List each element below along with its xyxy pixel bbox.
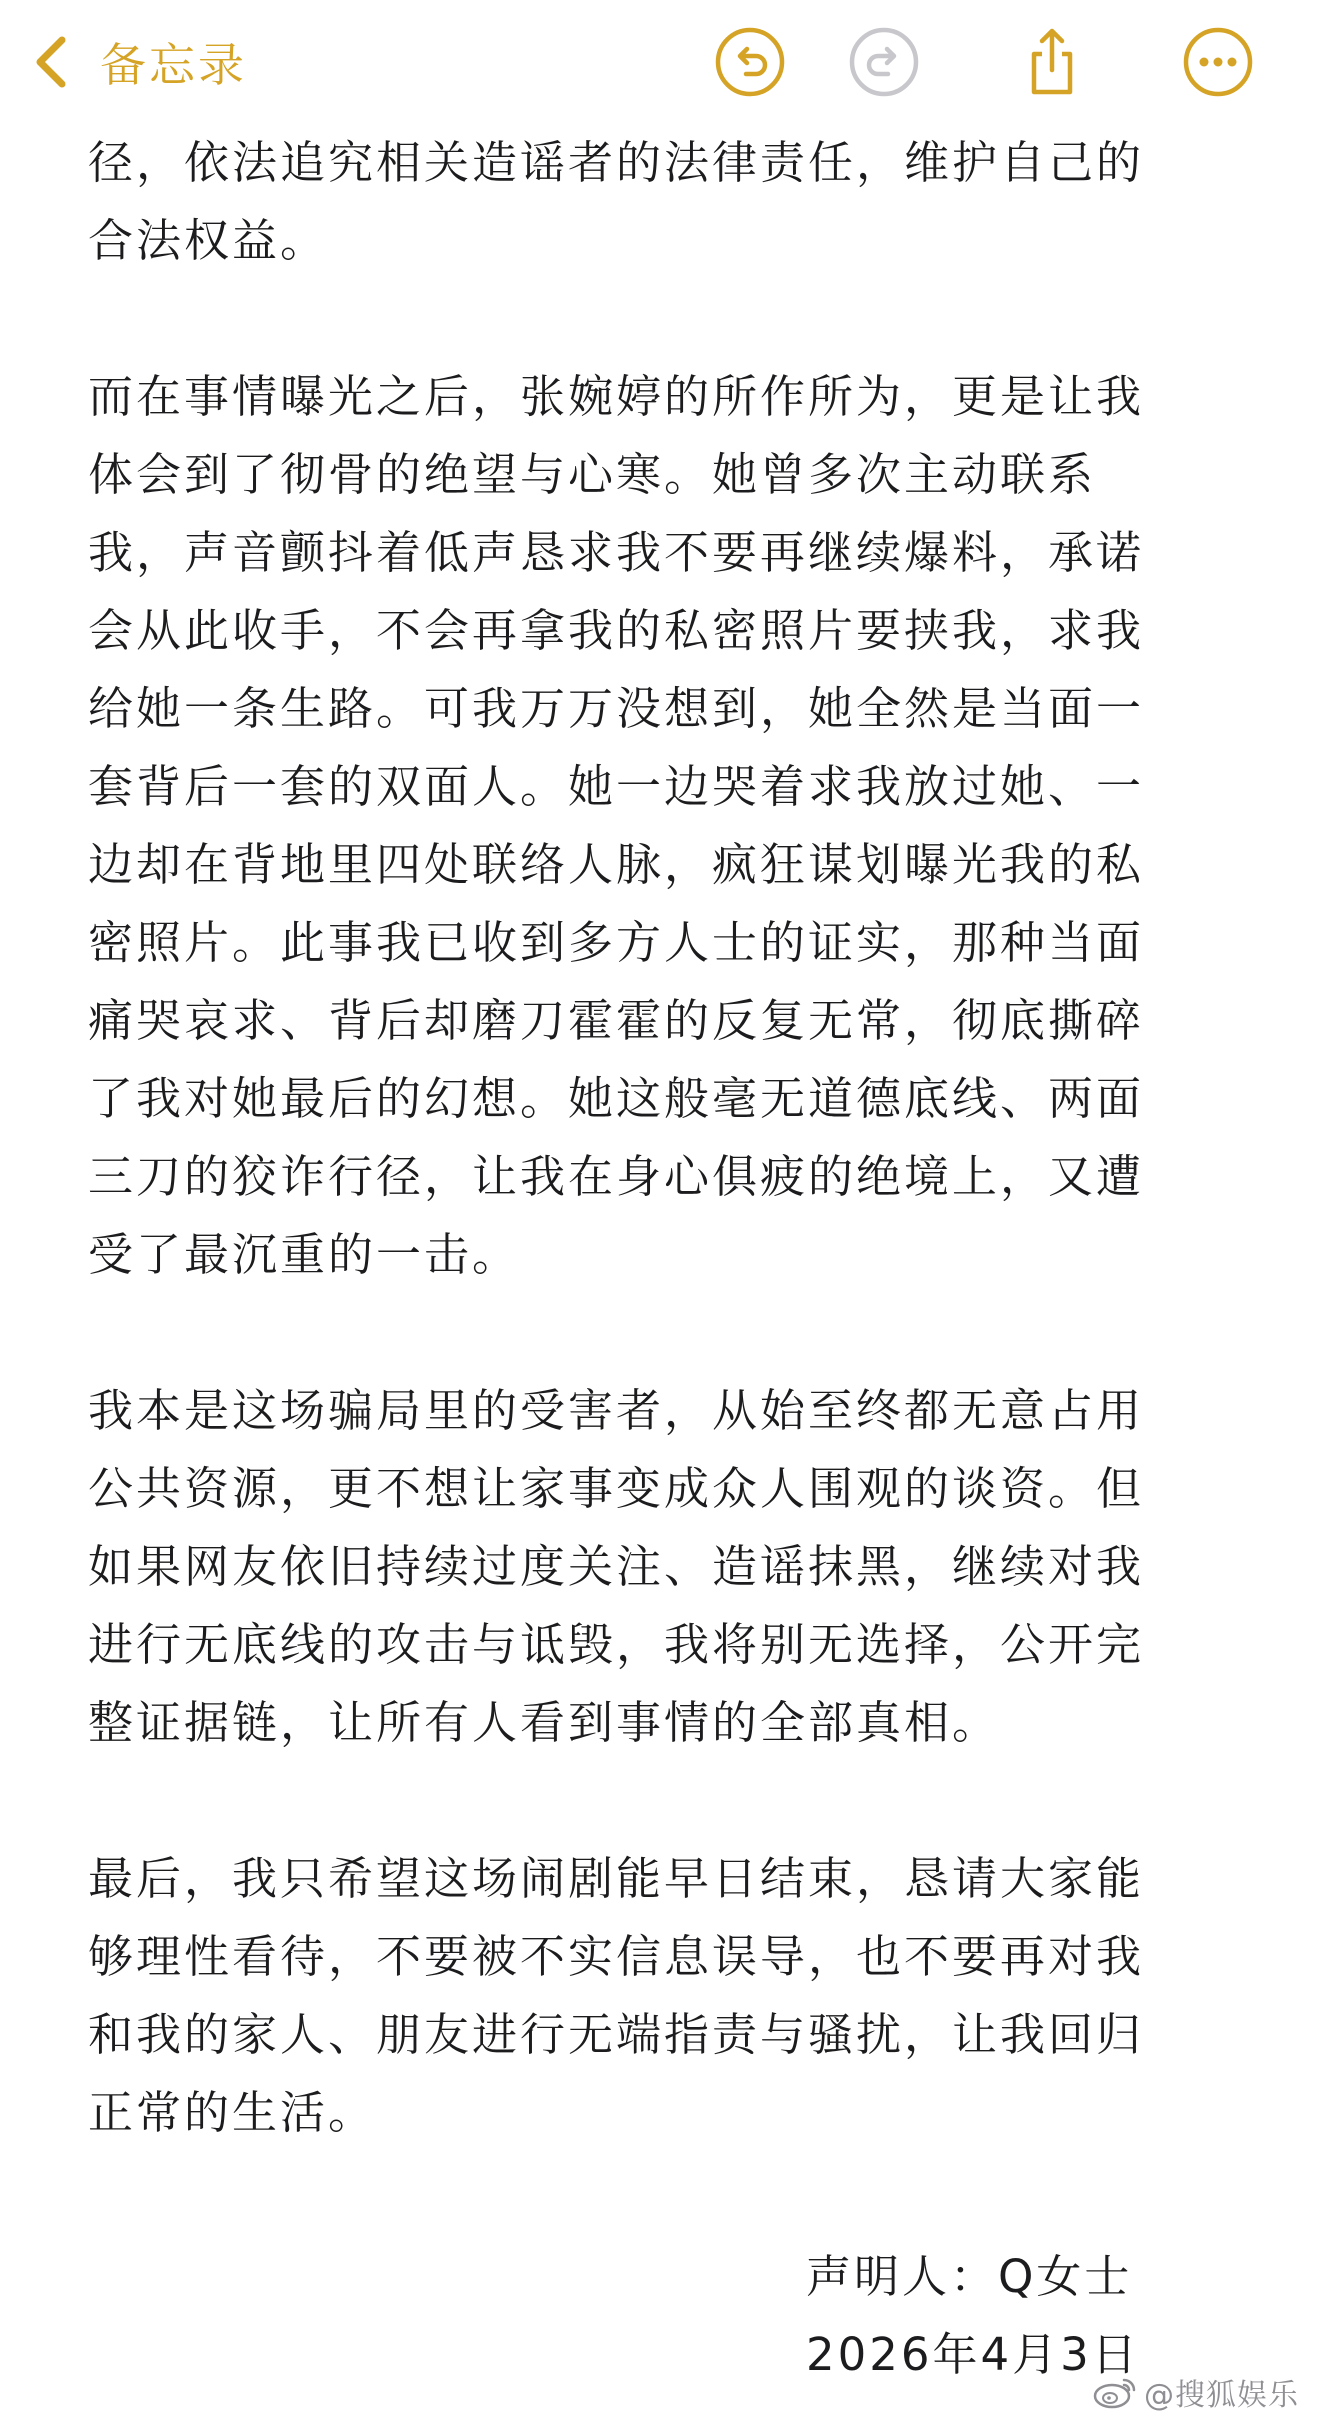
signature-block xyxy=(806,2238,1140,2394)
more-button[interactable] xyxy=(1182,26,1254,98)
note-paragraph: 最后，我只希望这场闹剧能早日结束，恳请大家能 够理性看待，不要被不实信息误导，也不要再对我 和我的家人、朋友进行无端指责与骚扰，让我回归 正常的生活。 xyxy=(88,1852,1145,2139)
weibo-logo-icon xyxy=(1092,2374,1138,2410)
note-paragraph: 而在事情曝光之后，张婉婷的所作所为，更是让我 体会到了彻骨的绝望与心寒。她曾多次主动联系 我，声音颤抖着低声恳求我不要再继续爆料，承诺 会从此收手，不会再拿我的私密照片要挟我，求我 给她一条生路。可我万万没想到，她全然是当面一 套背后一套的双面人。她一边哭着求我放过她、一 边却在背地里四处联络人脉，疯狂谋划曝光我的私 密照片。此事我已收到多方人士的证实，那种当面 痛哭哀求、背后却磨刀霍霍的反复无常，彻底撕碎 了我对她最后的幻想。她这般毫无道德底线、两面 三刀的狡诈行径，让我在身心俱疲的绝境上，又遭 受了最沉重的一击。 xyxy=(88,370,1145,1281)
share-button[interactable] xyxy=(1016,26,1088,98)
undo-button[interactable] xyxy=(714,26,786,98)
note-paragraph: 我本是这场骗局里的受害者，从始至终都无意占用 公共资源，更不想让家事变成众人围观的谈资。但 如果网友依旧持续过度关注、造谣抹黑，继续对我 进行无底线的攻击与诋毁，我将别无选择，公开完 整证据链，让所有人看到事情的全部真相。 xyxy=(88,1384,1145,1749)
nav-bar xyxy=(0,0,1320,128)
redo-button[interactable] xyxy=(848,26,920,98)
note-body[interactable] xyxy=(88,124,1228,2152)
date-line: 2026年4月3日 xyxy=(806,2328,1140,2381)
watermark xyxy=(1092,2370,1299,2414)
back-label: 备忘录 xyxy=(100,38,247,92)
signature-line: 声明人：Q女士 xyxy=(806,2250,1133,2303)
back-button[interactable] xyxy=(30,30,247,94)
undo-icon xyxy=(714,26,786,98)
share-icon xyxy=(1016,26,1088,98)
chevron-left-icon xyxy=(30,34,70,90)
more-icon xyxy=(1182,26,1254,98)
watermark-text: @搜狐娱乐 xyxy=(1144,2378,1299,2413)
note-paragraph: 径，依法追究相关造谣者的法律责任，维护自己的 合法权益。 xyxy=(88,136,1145,267)
redo-icon xyxy=(848,26,920,98)
